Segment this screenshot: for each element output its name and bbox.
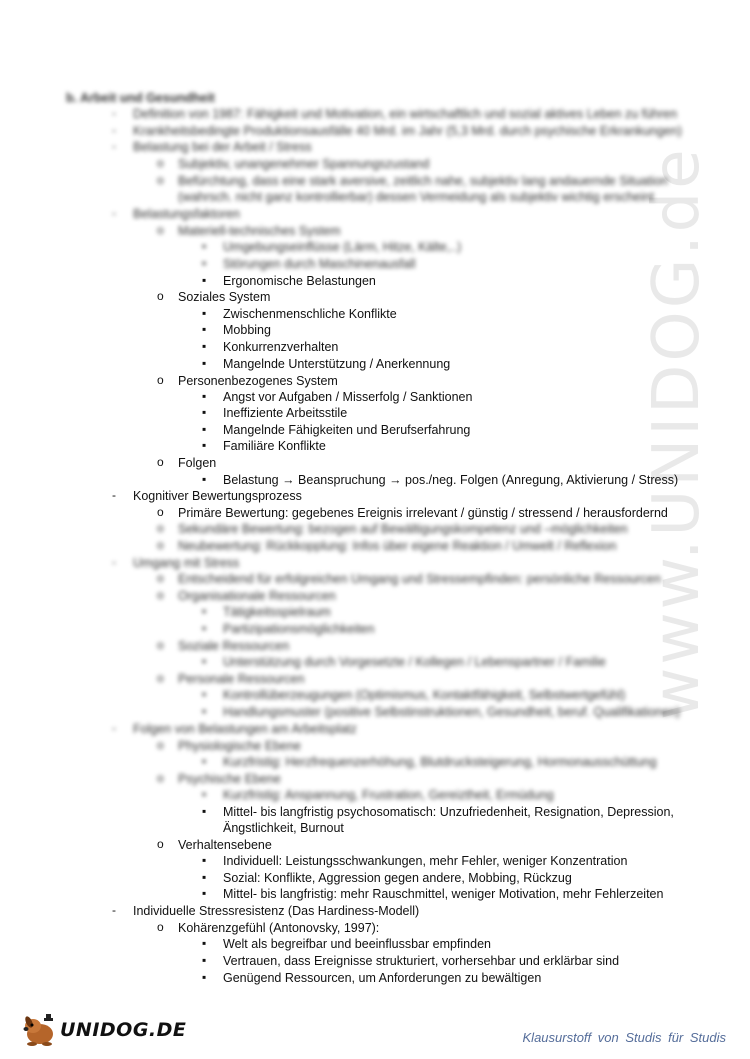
square-bullet-icon: ▪ <box>202 306 207 320</box>
outline-line: Verhaltensebene <box>178 838 272 852</box>
circle-bullet-icon: o <box>157 738 164 752</box>
square-bullet-icon: ▪ <box>202 322 207 336</box>
outline-line: Unterstützung durch Vorgesetzte / Kollegen / Lebenspartner / Familie <box>223 655 606 669</box>
circle-bullet-icon: o <box>157 505 164 519</box>
unidog-logo <box>20 1012 186 1048</box>
outline-line: Familiäre Konflikte <box>223 439 326 453</box>
outline-line: Materiell-technisches System <box>178 224 341 238</box>
outline-line: Krankheitsbedingte Produktionsausfälle 40 Mrd. im Jahr (5,3 Mrd. durch psychische Erkrankungen) <box>133 124 682 138</box>
square-bullet-icon: ▪ <box>202 389 207 403</box>
outline-line: Angst vor Aufgaben / Misserfolg / Sanktionen <box>223 390 473 404</box>
outline-line: Umgang mit Stress <box>133 556 240 570</box>
square-bullet-icon: ▪ <box>202 853 207 867</box>
outline-line: Zwischenmenschliche Konflikte <box>223 307 397 321</box>
outline-line: Handlungsmuster (positive Selbstinstruktionen, Gesundheit, beruf. Qualifikationen) <box>223 705 681 719</box>
outline-line: Störungen durch Maschinenausfall <box>223 257 416 271</box>
square-bullet-icon: ▪ <box>202 438 207 452</box>
circle-bullet-icon: o <box>157 671 164 685</box>
outline-line: Belastung → Beanspruchung → pos./neg. Folgen (Anregung, Aktivierung / Stress) <box>223 473 679 487</box>
circle-bullet-icon: o <box>157 588 164 602</box>
outline-line: Personenbezogenes System <box>178 374 338 388</box>
outline-line: Kurzfristig: Anspannung, Frustration, Gereiztheit, Ermüdung <box>223 788 554 802</box>
outline-line: (wahrsch. nicht ganz kontrollierbar) dessen Vermeidung als subjektiv wichtig erscheint <box>178 190 654 204</box>
circle-bullet-icon: o <box>157 920 164 934</box>
outline-line: Folgen von Belastungen am Arbeitsplatz <box>133 722 357 736</box>
logo-text: UNIDOG.DE <box>60 1019 187 1041</box>
square-bullet-icon: ▪ <box>202 356 207 370</box>
outline-line: Individuelle Stressresistenz (Das Hardiness-Modell) <box>133 904 420 918</box>
outline-line: Ergonomische Belastungen <box>223 274 376 288</box>
outline-line: Partizipationsmöglichkeiten <box>223 622 375 636</box>
outline-line: Kurzfristig: Herzfrequenzerhöhung, Blutdrucksteigerung, Hormonausschüttung <box>223 755 657 769</box>
outline-line: Mobbing <box>223 323 271 337</box>
outline-line: Sozial: Konflikte, Aggression gegen andere, Mobbing, Rückzug <box>223 871 572 885</box>
circle-bullet-icon: o <box>157 638 164 652</box>
square-bullet-icon: ▪ <box>202 870 207 884</box>
outline-line: Belastungsfaktoren <box>133 207 241 221</box>
outline-line: Umgebungseinflüsse (Lärm, Hitze, Kälte,..) <box>223 240 462 254</box>
outline-line: Physiologische Ebene <box>178 739 301 753</box>
outline-line: Entscheidend für erfolgreichen Umgang und Stressempfinden: persönliche Ressourcen <box>178 572 661 586</box>
outline-line: Soziales System <box>178 290 271 304</box>
outline-line: Personale Ressourcen <box>178 672 305 686</box>
dash-bullet-icon: - <box>112 903 116 917</box>
square-bullet-icon: ▪ <box>202 621 207 635</box>
outline-line: Mittel- bis langfristig psychosomatisch: Unzufriedenheit, Resignation, Depression, <box>223 805 674 819</box>
dog-mascot-icon <box>20 1012 58 1048</box>
circle-bullet-icon: o <box>157 173 164 187</box>
square-bullet-icon: ▪ <box>202 472 207 486</box>
square-bullet-icon: ▪ <box>202 787 207 801</box>
footer-slogan: Klausurstoff von Studis für Studis <box>522 1030 726 1045</box>
outline-line: Primäre Bewertung: gegebenes Ereignis irrelevant / günstig / stressend / herausfordernd <box>178 506 668 520</box>
outline-line: Vertrauen, dass Ereignisse strukturiert, vorhersehbar und erklärbar sind <box>223 954 620 968</box>
square-bullet-icon: ▪ <box>202 239 207 253</box>
square-bullet-icon: ▪ <box>202 704 207 718</box>
dash-bullet-icon: - <box>112 721 116 735</box>
square-bullet-icon: ▪ <box>202 953 207 967</box>
circle-bullet-icon: o <box>157 771 164 785</box>
outline-line: Kontrollüberzeugungen (Optimismus, Kontaktfähigkeit, Selbstwertgefühl) <box>223 688 626 702</box>
outline-line: Neubewertung: Rückkopplung: Infos über eigene Reaktion / Umwelt / Reflexion <box>178 539 617 553</box>
outline-line: Psychische Ebene <box>178 772 281 786</box>
square-bullet-icon: ▪ <box>202 256 207 270</box>
square-bullet-icon: ▪ <box>202 339 207 353</box>
dash-bullet-icon: - <box>112 206 116 220</box>
circle-bullet-icon: o <box>157 289 164 303</box>
circle-bullet-icon: o <box>157 538 164 552</box>
square-bullet-icon: ▪ <box>202 405 207 419</box>
circle-bullet-icon: o <box>157 521 164 535</box>
outline-line: Mangelnde Unterstützung / Anerkennung <box>223 357 451 371</box>
outline-line: b. Arbeit und Gesundheit <box>66 91 215 105</box>
square-bullet-icon: ▪ <box>202 936 207 950</box>
circle-bullet-icon: o <box>157 571 164 585</box>
dash-bullet-icon: - <box>112 106 116 120</box>
dash-bullet-icon: - <box>112 488 116 502</box>
outline-line: Mittel- bis langfristig: mehr Rauschmittel, weniger Motivation, mehr Fehlerzeiten <box>223 887 664 901</box>
outline-line: Kognitiver Bewertungsprozess <box>133 489 302 503</box>
square-bullet-icon: ▪ <box>202 654 207 668</box>
outline-line: Konkurrenzverhalten <box>223 340 339 354</box>
outline-line: Belastung bei der Arbeit / Stress <box>133 140 312 154</box>
circle-bullet-icon: o <box>157 455 164 469</box>
circle-bullet-icon: o <box>157 373 164 387</box>
square-bullet-icon: ▪ <box>202 804 207 818</box>
square-bullet-icon: ▪ <box>202 422 207 436</box>
outline-line: Befürchtung, dass eine stark aversive, zeitlich nahe, subjektiv lang andauernde Situation <box>178 174 668 188</box>
outline-line: Mangelnde Fähigkeiten und Berufserfahrung <box>223 423 471 437</box>
outline-line: Individuell: Leistungsschwankungen, mehr Fehler, weniger Konzentration <box>223 854 628 868</box>
outline-line: Tätigkeitsspielraum <box>223 605 331 619</box>
outline-line: Subjektiv, unangenehmer Spannungszustand <box>178 157 430 171</box>
outline-line: Soziale Ressourcen <box>178 639 290 653</box>
square-bullet-icon: ▪ <box>202 604 207 618</box>
circle-bullet-icon: o <box>157 156 164 170</box>
dash-bullet-icon: - <box>112 123 116 137</box>
square-bullet-icon: ▪ <box>202 886 207 900</box>
square-bullet-icon: ▪ <box>202 754 207 768</box>
outline-line: Kohärenzgefühl (Antonovsky, 1997): <box>178 921 380 935</box>
circle-bullet-icon: o <box>157 837 164 851</box>
outline-line: Ängstlichkeit, Burnout <box>223 821 344 835</box>
outline-line: Genügend Ressourcen, um Anforderungen zu bewältigen <box>223 971 542 985</box>
outline-line: Definition von 1987: Fähigkeit und Motivation, ein wirtschaftlich und sozial aktives Leben zu führen <box>133 107 678 121</box>
circle-bullet-icon: o <box>157 223 164 237</box>
outline-line: Folgen <box>178 456 217 470</box>
square-bullet-icon: ▪ <box>202 273 207 287</box>
outline-line: Sekundäre Bewertung: bezogen auf Bewältigungskompetenz und –möglichkeiten <box>178 522 628 536</box>
square-bullet-icon: ▪ <box>202 687 207 701</box>
dash-bullet-icon: - <box>112 555 116 569</box>
square-bullet-icon: ▪ <box>202 970 207 984</box>
watermark-text: www.UNIDOG.de <box>640 146 714 720</box>
outline-line: Welt als begreifbar und beeinflussbar empfinden <box>223 937 491 951</box>
outline-line: Ineffiziente Arbeitsstile <box>223 406 348 420</box>
dash-bullet-icon: - <box>112 139 116 153</box>
outline-line: Organisationale Ressourcen <box>178 589 336 603</box>
